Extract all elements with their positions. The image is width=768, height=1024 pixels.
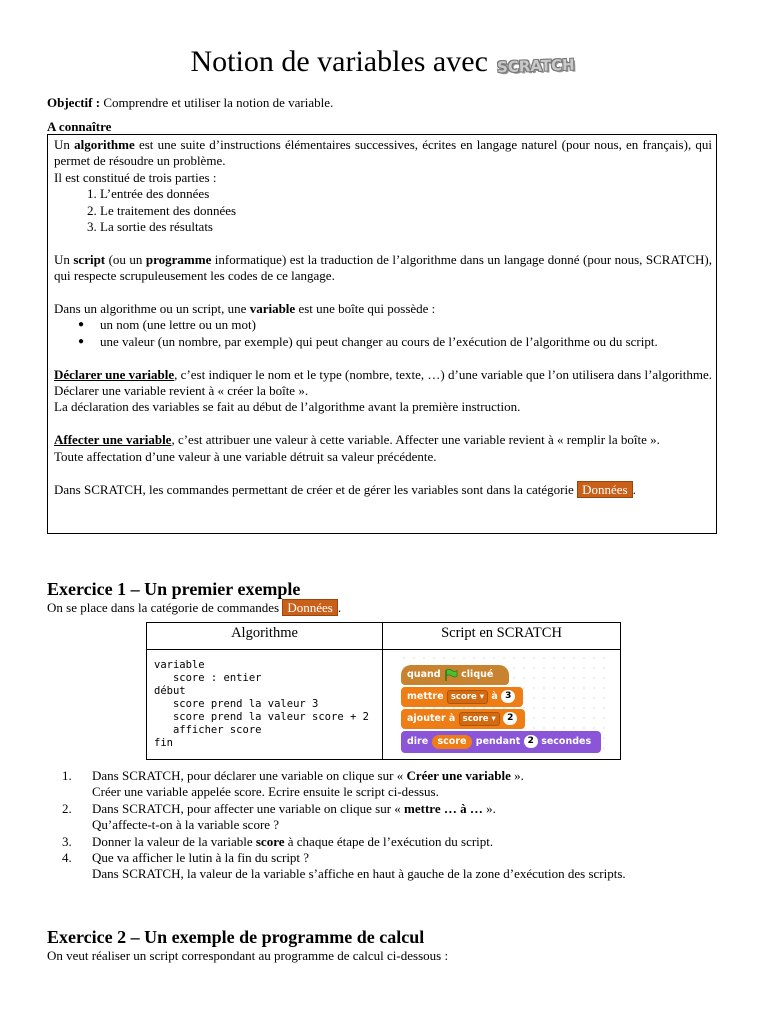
list-item: ● un nom (une lettre ou un mot): [100, 317, 712, 333]
list-item: 1. L’entrée des données: [100, 186, 712, 202]
declare-definition: Déclarer une variable, c’est indiquer le nom et le type (nombre, texte, …) d’une variable que l’on utilisera dans l’algorithme. Déclarer une variable revient à « créer la boîte ».: [54, 366, 712, 399]
declare-note: La déclaration des variables se fait au début de l’algorithme avant la première instruction.: [54, 399, 521, 415]
exercise-2-intro: On veut réaliser un script correspondant au programme de calcul ci-dessous :: [47, 948, 449, 963]
list-item: 2. Dans SCRATCH, pour affecter une variable on clique sur « mettre … à … ». Qu’affecte-t-on à la variable score ?: [62, 800, 496, 833]
variable-dropdown: score ▾: [447, 690, 488, 704]
assign-definition: Affecter une variable, c’est attribuer une valeur à cette variable. Affecter une variable revient à « remplir la boîte ».: [54, 432, 660, 448]
page-title: [0, 42, 768, 87]
a-connaitre-heading: A connaître: [47, 119, 112, 134]
variable-definition: Dans un algorithme ou un script, une variable est une boîte qui possède :: [54, 301, 436, 317]
algorithm-code: variable score : entier début score prend la valeur 3 score prend la valeur score + 2 afficher score fin: [154, 659, 369, 749]
variable-dropdown: score ▾: [459, 712, 500, 726]
objective-text: Comprendre et utiliser la notion de variable.: [103, 95, 334, 110]
exercise-2-heading: Exercice 2 – Un exemple de programme de calcul: [47, 927, 425, 947]
exercise-1-questions: [62, 768, 722, 883]
list-item: 2. Le traitement des données: [100, 203, 712, 219]
definitions-box: [47, 134, 717, 534]
change-variable-block: ajouter à score ▾ 2: [401, 709, 525, 729]
exercise-1-heading: Exercice 1 – Un premier exemple: [47, 579, 301, 599]
set-variable-block: mettre score ▾ à 3: [401, 687, 523, 707]
list-item: ● une valeur (un nombre, par exemple) qui peut changer au cours de l’exécution de l’algorithme ou du script.: [100, 334, 712, 350]
title-text: Notion de variables avec: [190, 45, 488, 78]
donnees-category-badge: Données: [282, 599, 338, 616]
algorithm-definition: Un algorithme est une suite d’instructions élémentaires successives, écrites en langage naturel (pour nous, en français), qui permet de résoudre un problème.: [54, 137, 713, 169]
donnees-category-badge: Données: [577, 481, 633, 498]
green-flag-icon: [444, 669, 458, 681]
exercise-1-intro: On se place dans la catégorie de commandes Données .: [47, 600, 342, 615]
list-item: 3. La sortie des résultats: [100, 219, 712, 235]
when-flag-clicked-block: quand cliqué: [401, 665, 509, 685]
objective-line: [47, 95, 333, 111]
table-header-algorithm: Algorithme: [231, 625, 298, 641]
list-item: 1. Dans SCRATCH, pour déclarer une variable on clique sur « Créer une variable ». Créer une variable appelée score. Ecrire ensuite le script ci-dessus.: [62, 768, 524, 800]
list-item: 3. Donner la valeur de la variable score à chaque étape de l’exécution du script.: [62, 833, 494, 849]
objective-label: Objectif :: [47, 95, 101, 110]
scratch-script: [399, 653, 609, 753]
script-definition: Un script (ou un programme informatique) est la traduction de l’algorithme dans un langage donné (pour nous, SCRATCH), qui respecte scrupuleusement les codes de ce langage.: [54, 251, 712, 284]
scratch-logo: SCRATCH: [496, 55, 575, 77]
assign-note: Toute affectation d’une valeur à une variable détruit sa valeur précédente.: [54, 448, 437, 464]
parts-list: [54, 186, 712, 235]
parts-intro: Il est constitué de trois parties :: [54, 169, 217, 185]
variable-properties-list: [54, 317, 712, 350]
table-header-script: Script en SCRATCH: [441, 625, 562, 641]
list-item: 4. Que va afficher le lutin à la fin du script ? Dans SCRATCH, la valeur de la variable s’affiche en haut à gauche de la zone d’exécution des scripts.: [62, 850, 626, 882]
say-for-secs-block: dire score pendant 2 secondes: [401, 731, 601, 753]
scratch-category-note: Dans SCRATCH, les commandes permettant de créer et de gérer les variables sont dans la catégorie Données .: [54, 482, 636, 498]
algorithm-script-table: [146, 622, 621, 760]
